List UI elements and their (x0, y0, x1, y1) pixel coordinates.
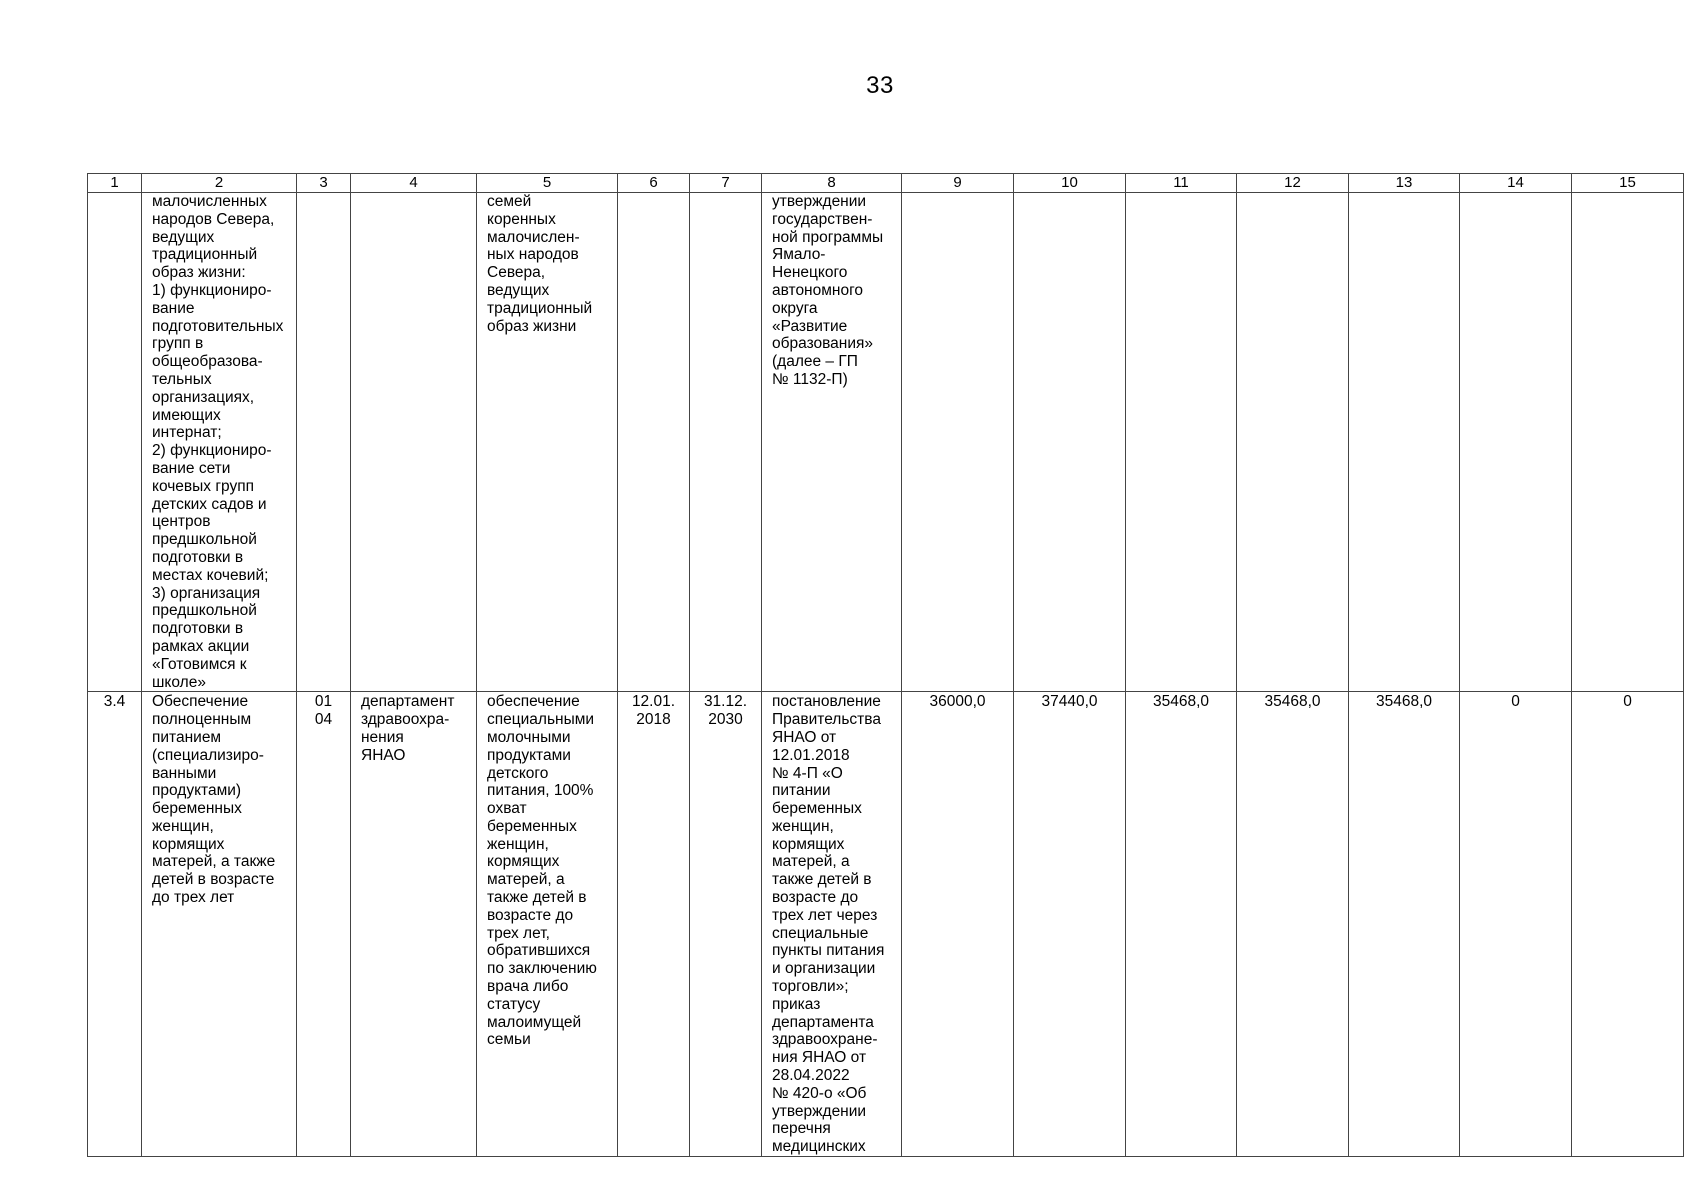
cell-amount: 35468,0 (1349, 692, 1460, 1157)
header-cell: 11 (1126, 174, 1237, 193)
header-cell: 7 (690, 174, 762, 193)
header-cell: 15 (1572, 174, 1684, 193)
header-cell: 12 (1237, 174, 1349, 193)
cell-result: семей коренных малочислен- ных народов Севера, ведущих традиционный образ жизни (477, 193, 618, 692)
cell-amount: 0 (1460, 692, 1572, 1157)
table-row (88, 692, 1684, 1157)
header-cell: 9 (902, 174, 1014, 193)
program-table (87, 173, 1684, 1157)
cell-legal-basis: постановление Правительства ЯНАО от 12.01.2018 № 4-П «О питании беременных женщин, кормящих матерей, а также детей в возрасте до трех лет через специальные пункты питания и организации торговли»; приказ департамента здравоохране- ния ЯНАО от 28.04.2022 № 420-о «Об утверждении перечня медицинских (762, 692, 902, 1157)
cell-activity: Обеспечение полноценным питанием (специализиро- ванными продуктами) беременных женщин, кормящих матерей, а также детей в возрасте до трех лет (142, 692, 297, 1157)
cell-start-date (618, 193, 690, 692)
cell-legal-basis: утверждении государствен- ной программы Ямало- Ненецкого автономного округа «Развитие образования» (далее – ГП № 1132-П) (762, 193, 902, 692)
cell-amount (1460, 193, 1572, 692)
header-cell: 10 (1014, 174, 1126, 193)
page-number: 33 (866, 72, 894, 99)
cell-amount: 37440,0 (1014, 692, 1126, 1157)
header-cell: 5 (477, 174, 618, 193)
cell-number (88, 193, 142, 692)
cell-code: 01 04 (297, 692, 351, 1157)
cell-amount: 35468,0 (1237, 692, 1349, 1157)
cell-executor: департамент здравоохра- нения ЯНАО (351, 692, 477, 1157)
header-cell: 13 (1349, 174, 1460, 193)
cell-amount (902, 193, 1014, 692)
cell-amount (1572, 193, 1684, 692)
cell-amount: 36000,0 (902, 692, 1014, 1157)
table-row (88, 193, 1684, 692)
cell-code (297, 193, 351, 692)
header-cell: 8 (762, 174, 902, 193)
header-cell: 14 (1460, 174, 1572, 193)
table-header-row (88, 174, 1684, 193)
cell-amount (1014, 193, 1126, 692)
cell-amount (1349, 193, 1460, 692)
cell-end-date (690, 193, 762, 692)
header-cell: 1 (88, 174, 142, 193)
cell-amount (1126, 193, 1237, 692)
cell-amount (1237, 193, 1349, 692)
header-cell: 6 (618, 174, 690, 193)
header-cell: 3 (297, 174, 351, 193)
cell-activity: малочисленных народов Севера, ведущих традиционный образ жизни: 1) функциониро- вание подготовительных групп в общеобразова- тельных организациях, имеющих интернат; 2) функциониро- вание сети кочевых групп детских садов и центров предшкольной подготовки в местах кочевий; 3) организация предшкольной подготовки в рамках акции «Готовимся к школе» (142, 193, 297, 692)
cell-end-date: 31.12. 2030 (690, 692, 762, 1157)
header-cell: 2 (142, 174, 297, 193)
cell-executor (351, 193, 477, 692)
cell-start-date: 12.01. 2018 (618, 692, 690, 1157)
cell-result: обеспечение специальными молочными продуктами детского питания, 100% охват беременных женщин, кормящих матерей, а также детей в возрасте до трех лет, обратившихся по заключению врача либо статусу малоимущей семьи (477, 692, 618, 1157)
cell-amount: 0 (1572, 692, 1684, 1157)
header-cell: 4 (351, 174, 477, 193)
cell-amount: 35468,0 (1126, 692, 1237, 1157)
cell-number: 3.4 (88, 692, 142, 1157)
